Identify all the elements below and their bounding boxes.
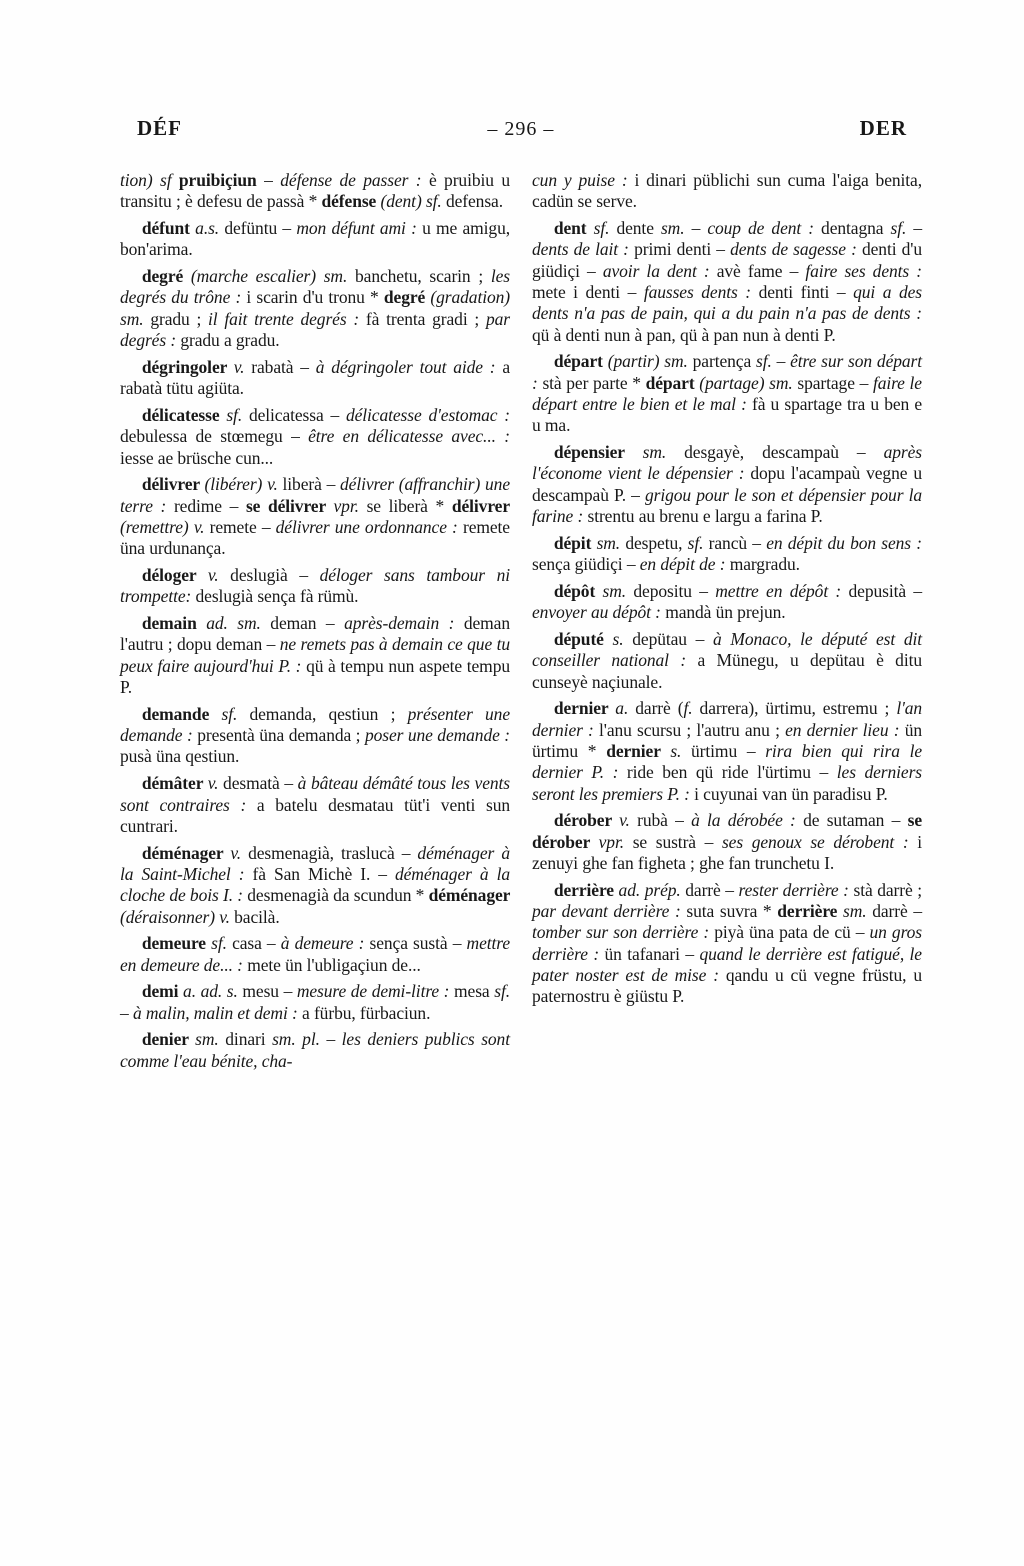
text-run: – <box>326 1029 342 1050</box>
text-run: qui a des dents n'a pas de pain, qui a du pain n'a pas de dents : <box>532 281 922 324</box>
text-run: despetu, <box>625 532 688 553</box>
dictionary-entry <box>120 351 510 399</box>
text-run: mettre en demeure de... : <box>120 933 510 975</box>
text-run: i scarin d'u tronu * <box>246 287 384 308</box>
text-run: dérober <box>553 810 620 831</box>
right-guide-word: DER <box>859 116 907 140</box>
text-run: se dérober <box>532 810 922 852</box>
text-run: sf. <box>890 218 914 239</box>
text-run: stà darrè ; <box>853 879 922 900</box>
text-run: a.s. <box>195 218 225 239</box>
text-run: sf. <box>211 933 233 954</box>
text-run: délivrer <box>141 474 205 495</box>
text-run: rubà – <box>637 810 692 831</box>
text-run: fà trenta gradi ; <box>365 308 486 329</box>
text-run: mete i denti – <box>532 281 644 302</box>
dictionary-entry <box>532 170 922 213</box>
text-run: qandu u cü vegne früstu, u paternostru è giüstu P. <box>532 964 922 1007</box>
dictionary-entry <box>532 693 922 805</box>
text-run: les derniers seront les premiers P. : <box>532 762 923 804</box>
text-run: en dernier lieu : <box>785 719 905 740</box>
text-run: (dent) sf. <box>380 191 446 212</box>
text-run: ün ürtimu * <box>532 719 922 761</box>
text-run: mesure de demi-litre : <box>296 981 455 1002</box>
text-run: mandà ün prejun. <box>665 602 786 623</box>
dictionary-entry <box>120 698 510 767</box>
text-run: à malin, malin et demi : <box>132 1002 303 1023</box>
text-run: demande <box>141 703 222 724</box>
text-run: mete ün l'ubligaçiun de... <box>247 954 421 975</box>
text-run: remete – <box>209 516 276 537</box>
text-run: derrière <box>553 879 619 900</box>
text-run: dents de lait : <box>532 239 635 260</box>
text-run: dépensier <box>553 442 643 463</box>
text-run: darrè – <box>872 901 922 921</box>
dictionary-entry <box>532 623 922 692</box>
text-run: (partir) sm. <box>607 351 693 372</box>
text-run: spartage – <box>797 372 873 393</box>
text-run: tomber sur son derrière : <box>532 922 715 943</box>
text-run: à Monaco, le député est dit conseiller national : <box>532 628 922 671</box>
text-run: mesu – <box>242 981 297 1002</box>
dictionary-entry <box>532 346 922 437</box>
text-run: qü à denti nun à pan, qü à pan nun à denti P. <box>532 324 836 345</box>
text-run: banchetu, scarin ; <box>355 266 491 287</box>
text-run: (gradation) sm. <box>120 287 511 329</box>
text-run: sf. <box>755 351 777 372</box>
text-run: dopu l'acampaù vegne u descampaù P. – <box>532 463 922 505</box>
text-run: sm. <box>660 218 692 239</box>
text-run: bacilà. <box>234 906 280 927</box>
text-run: envoyer au dépôt : <box>532 602 666 623</box>
text-run: (partage) sm. <box>699 372 798 393</box>
text-run: darrè – <box>685 879 739 900</box>
text-run: rester derrière : <box>738 879 854 900</box>
text-run: (libérer) v. <box>204 474 283 495</box>
text-run: vpr. <box>598 831 633 852</box>
text-run: denti d'u giüdiçi – <box>532 239 922 281</box>
text-run: défense <box>321 191 381 212</box>
text-run: dégringoler <box>141 356 234 377</box>
text-run: degré <box>383 287 431 308</box>
text-run: dépit <box>553 532 597 553</box>
text-run: dinari <box>225 1029 273 1050</box>
text-run: dentagna <box>821 218 891 239</box>
text-run: déménager <box>428 885 510 906</box>
text-run: dent <box>553 218 594 239</box>
text-run: dernier <box>553 698 616 719</box>
text-run: stà per parte * <box>542 372 646 393</box>
text-run: v. <box>619 810 638 831</box>
text-run: l'anu scursu ; l'autru anu ; <box>599 719 786 740</box>
text-run: deslugià sença fà rümù. <box>195 586 359 607</box>
text-run: deman l'autru ; dopu deman – <box>120 613 510 655</box>
text-run: sf. <box>593 218 617 239</box>
page-header <box>137 116 907 141</box>
text-run: délivrer (affranchir) une terre : <box>120 474 510 516</box>
text-run: denti finti – <box>758 281 854 302</box>
text-run: s. <box>670 740 692 761</box>
text-run: – <box>776 351 791 372</box>
text-run: par devant derrière : <box>532 901 687 921</box>
text-run: dente <box>616 218 661 239</box>
text-run: demanda, qestiun ; <box>249 703 408 724</box>
text-run: être sur son départ : <box>532 351 923 393</box>
text-run: i dinari püblichi sun cuma l'aiga benita, cadün se serve. <box>532 170 922 212</box>
text-run: sença sustà – <box>369 933 467 954</box>
text-run: – <box>691 218 708 239</box>
dictionary-entry <box>120 560 510 608</box>
text-run: mesa <box>454 981 495 1002</box>
text-run: ad. prép. <box>618 879 686 900</box>
text-run: délivrer une ordonnance : <box>275 516 463 537</box>
text-run: se sustrà – <box>632 831 722 852</box>
text-run: sf. <box>221 703 250 724</box>
text-run: grigou pour le son et dépensier pour la farine : <box>532 484 922 526</box>
text-run: déloger <box>141 565 208 586</box>
text-run: demi <box>141 981 184 1002</box>
text-run: après-demain : <box>344 613 464 634</box>
text-run: è pruibiu u transitu ; è defesu de passà * <box>120 170 510 212</box>
text-run: avè fame – <box>716 260 806 281</box>
text-run: a rabatà tütu agiüta. <box>120 356 511 399</box>
text-run: deman – <box>270 613 345 634</box>
text-run: à la dérobée : <box>691 810 804 831</box>
text-run: délicatesse <box>141 404 227 425</box>
text-run: – <box>913 218 922 239</box>
dictionary-entry <box>120 469 510 560</box>
text-run: présenter une demande : <box>120 703 510 746</box>
dictionary-entry <box>120 608 510 699</box>
text-run: denier <box>141 1029 196 1050</box>
text-run: desmatà – <box>223 773 298 794</box>
text-run: remete üna urdunança. <box>120 516 510 559</box>
text-run: sm. <box>596 532 626 553</box>
dictionary-entry <box>120 976 510 1024</box>
text-run: tion) sf <box>120 170 179 190</box>
text-run: à demeure : <box>280 933 370 954</box>
text-run: rabatà – <box>251 356 316 377</box>
text-run: un gros derrière : <box>532 922 922 964</box>
dictionary-entry <box>532 874 922 1007</box>
text-run: déménager <box>141 842 231 863</box>
text-run: avoir la dent : <box>602 260 717 281</box>
column-left <box>120 170 510 1072</box>
text-run: desmenagià da scundun * <box>247 885 429 906</box>
text-run: fà u spartage tra u ben e u ma. <box>532 393 923 436</box>
dictionary-entry <box>532 437 922 528</box>
left-guide-word: DÉF <box>137 116 182 140</box>
text-run: dernier <box>606 740 671 761</box>
text-run: defüntu – <box>224 218 297 239</box>
text-run: départ <box>645 372 700 393</box>
text-run: rira bien qui rira le dernier P. : <box>532 740 923 783</box>
text-run: darrè ( <box>635 698 684 719</box>
text-run: derrière <box>777 901 844 921</box>
text-run: liberà – <box>282 474 341 495</box>
text-run: fà San Michè I. – <box>252 863 395 884</box>
text-run: cun y puise : <box>532 170 635 190</box>
text-run: sm. <box>602 580 634 601</box>
text-run: f. <box>683 698 700 719</box>
text-run: mettre en dépôt : <box>715 580 849 601</box>
text-run: les degrés du trône : <box>120 266 510 308</box>
text-run: a Münegu, u depütau è ditu cunseyè naçiunale. <box>532 650 922 692</box>
text-run: mon défunt ami : <box>296 218 423 239</box>
text-run: v. <box>207 773 224 794</box>
dictionary-entry <box>532 213 922 346</box>
text-run: ün tafanari – <box>604 943 700 964</box>
text-run: sf. <box>226 404 249 425</box>
text-run: redime – <box>173 495 246 516</box>
dictionary-entry <box>120 837 510 928</box>
text-run: delicatessa – <box>248 404 346 425</box>
text-run: ses genoux se dérobent : <box>721 831 918 852</box>
text-run: délicatesse d'estomac : <box>345 404 510 425</box>
text-run: sm. <box>642 442 685 463</box>
text-run: – <box>256 170 281 190</box>
text-run: les deniers publics sont comme l'eau bénite, cha- <box>120 1029 510 1071</box>
text-run: par degrés : <box>120 308 510 351</box>
text-run: de sutaman – <box>803 810 908 831</box>
dictionary-entry <box>120 928 510 976</box>
text-run: se délivrer <box>245 495 334 516</box>
text-run: député <box>553 628 613 649</box>
text-run: défunt <box>141 218 196 239</box>
text-run: piyà üna pata de cü – <box>714 922 870 943</box>
text-run: desmenagià, traslucà – <box>248 842 418 863</box>
text-run: deslugià – <box>230 565 320 586</box>
text-run: debulessa de stœmegu – <box>120 426 309 447</box>
text-run: demain <box>141 613 207 634</box>
text-run: v. <box>233 356 252 377</box>
text-columns <box>120 170 922 1072</box>
text-run: fausses dents : <box>643 281 759 302</box>
text-run: gradu a gradu. <box>180 330 280 351</box>
text-run: faire le départ entre le bien et le mal : <box>532 372 922 414</box>
text-run: en dépit du bon sens : <box>766 532 922 553</box>
text-run: presentà üna demanda ; <box>197 725 365 746</box>
text-run: depositu – <box>633 580 716 601</box>
dictionary-entry <box>120 170 510 213</box>
text-run: à dégringoler tout aide : <box>315 356 503 377</box>
text-run: en dépit de : <box>639 554 730 575</box>
text-run: ad. sm. <box>206 613 271 634</box>
text-run: délivrer <box>451 495 511 516</box>
text-run: dents de sagesse : <box>730 239 862 260</box>
text-run: partença <box>692 351 756 372</box>
text-run: sm. <box>195 1029 226 1050</box>
text-run: (marche escalier) sm. <box>190 266 355 287</box>
text-run: sm. pl. <box>272 1029 327 1050</box>
text-run: sm. <box>843 901 873 921</box>
text-run: casa – <box>232 933 281 954</box>
text-run: vpr. <box>333 495 367 516</box>
text-run: u me amigu, bon'arima. <box>120 218 510 260</box>
text-run: ride ben qü ride l'ürtimu – <box>626 762 837 783</box>
text-run: il fait trente degrés : <box>208 308 366 329</box>
text-run: coup de dent : <box>707 218 822 239</box>
text-run: démâter <box>141 773 208 794</box>
text-run: i zenuyi ghe fan figheta ; ghe fan trunchetu I. <box>532 831 922 873</box>
dictionary-entry <box>532 527 922 575</box>
text-run: ürtimu – <box>691 740 766 761</box>
text-run: depütau – <box>632 628 714 649</box>
text-run: degré <box>141 266 191 287</box>
dictionary-entry <box>120 399 510 468</box>
dictionary-entry <box>120 1024 510 1072</box>
text-run: se liberà * <box>366 495 452 516</box>
text-run: a batelu desmatau tüt'i venti sun cuntrari. <box>120 794 510 836</box>
text-run: pusà üna qestiun. <box>120 746 240 767</box>
text-run: i cuyunai van ün paradisu P. <box>694 783 888 804</box>
text-run: après l'économe vient le dépensier : <box>532 442 922 484</box>
dictionary-entry <box>120 213 510 261</box>
text-run: quand le derrière est fatigué, le pater noster est de mise : <box>532 943 922 985</box>
dictionary-entry <box>120 261 510 352</box>
text-run: iesse ae brüsche cun... <box>120 447 274 468</box>
text-run: sença giüdiçi – <box>532 554 640 575</box>
dictionary-entry <box>532 805 922 874</box>
text-run: margradu. <box>729 554 800 575</box>
text-run: l'an dernier : <box>532 698 923 740</box>
text-run: pruibiçiun <box>178 170 257 190</box>
text-run: depusità – <box>848 580 923 601</box>
text-run: sf. <box>687 532 709 553</box>
text-run: déloger sans tambour ni trompette: <box>120 565 510 607</box>
text-run: desgayè, descampaù – <box>684 442 884 463</box>
text-run: défense de passer : <box>280 170 429 190</box>
text-run: demeure <box>141 933 212 954</box>
text-run: faire ses dents : <box>805 260 922 281</box>
text-run: ne remets pas à demain ce que tu peux faire aujourd'hui P. : <box>120 634 510 676</box>
text-run: defensa. <box>445 191 503 212</box>
page-number: – 296 – <box>487 118 555 140</box>
text-run: (remettre) v. <box>120 516 210 537</box>
text-run: rancù – <box>708 532 767 553</box>
text-run: a fürbu, fürbaciun. <box>302 1002 431 1023</box>
text-run: a. <box>615 698 636 719</box>
text-run: départ <box>553 351 608 372</box>
dictionary-entry <box>120 768 510 837</box>
text-run: dépôt <box>553 580 603 601</box>
text-run: suta suvra * <box>686 901 778 921</box>
dictionary-entry <box>532 575 922 623</box>
text-run: (déraisonner) v. <box>120 906 235 927</box>
text-run: à bâteau démâté tous les vents sont contraires : <box>120 773 511 815</box>
text-run: s. <box>612 628 633 649</box>
text-run: v. <box>207 565 231 586</box>
text-run: être en délicatesse avec... : <box>308 426 510 447</box>
text-run: – <box>120 1002 133 1023</box>
text-run: gradu ; <box>150 308 209 329</box>
text-run: strentu au brenu e largu a farina P. <box>587 505 823 526</box>
text-run: v. <box>230 842 249 863</box>
text-run: sf. <box>494 981 510 1002</box>
column-right <box>532 170 922 1072</box>
text-run: déménager à la Saint-Michel : <box>120 842 510 884</box>
text-run: primi denti – <box>634 239 731 260</box>
text-run: déménager à la cloche de bois I. : <box>120 863 511 906</box>
text-run: darrera), ürtimu, estremu ; <box>699 698 897 719</box>
text-run: qü à tempu nun aspete tempu P. <box>120 655 510 698</box>
text-run: poser une demande : <box>364 725 511 746</box>
text-run: a. ad. s. <box>183 981 243 1002</box>
